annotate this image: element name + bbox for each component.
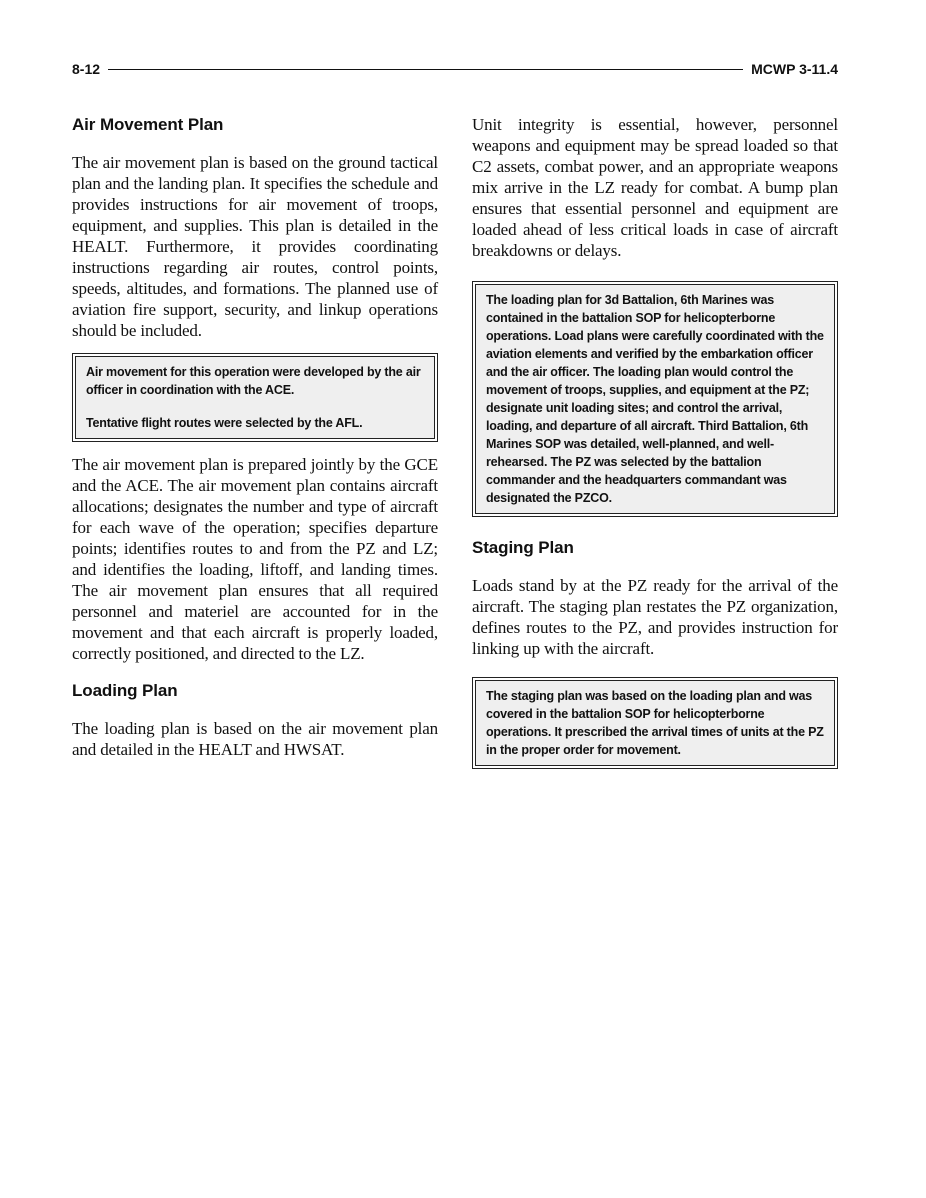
loading-plan-callout-text: The loading plan for 3d Battalion, 6th Marines was contained in the battalion SOP for helicopterborne operations. Load plans were carefully coordinated with the aviation elements and verified by the embarkation officer and the air officer. The loading plan would control the movement of troops, supplies, and equipment at the PZ; designate unit loading sites; and control the arrival, loading, and departure of all aircraft. Third Battalion, 6th Marines SOP was detailed, well-planned, and well-rehearsed. The PZ was selected by the battalion commander and the headquarters commandant was designated the PZCO. xyxy=(486,293,824,505)
right-column xyxy=(472,112,838,769)
left-column xyxy=(72,112,438,760)
air-movement-callout-text-2: Tentative flight routes were selected by the AFL. xyxy=(86,416,363,430)
loading-plan-paragraph-1: The loading plan is based on the air movement plan and detailed in the HEALT and HWSAT. xyxy=(72,719,438,759)
publication-id: MCWP 3-11.4 xyxy=(751,61,838,77)
loading-plan-callout-content xyxy=(475,284,835,514)
page-header xyxy=(72,58,838,80)
air-movement-paragraph-1: The air movement plan is based on the ground tactical plan and the landing plan. It specifies the schedule and provides instructions for air movement of troops, equipment, and supplies. This plan is detailed in the HEALT. Furthermore, it provides coordinating instructions regarding air routes, control points, speeds, altitudes, and formations. The planned use of aviation fire support, security, and linkup operations should be included. xyxy=(72,153,438,340)
page-number: 8-12 xyxy=(72,61,101,77)
air-movement-heading: Air Movement Plan xyxy=(72,115,224,134)
air-movement-callout-box xyxy=(72,353,438,442)
loading-plan-heading: Loading Plan xyxy=(72,681,178,700)
staging-plan-paragraph-1: Loads stand by at the PZ ready for the arrival of the aircraft. The staging plan restates the PZ organization, defines routes to the PZ, and provides instruction for linking up with the aircraft. xyxy=(472,576,838,658)
header-rule xyxy=(108,69,743,70)
loading-plan-paragraph-2: Unit integrity is essential, however, personnel weapons and equipment may be spread loaded so that C2 assets, combat power, and an appropriate weapons mix arrive in the LZ ready for combat. A bump plan ensures that essential personnel and equipment are loaded ahead of less critical loads in case of aircraft breakdowns or delays. xyxy=(472,115,838,260)
staging-plan-callout-box xyxy=(472,677,838,769)
staging-plan-callout-text: The staging plan was based on the loading plan and was covered in the battalion SOP for helicopterborne operations. It prescribed the arrival times of units at the PZ in the proper order for movement. xyxy=(486,689,824,757)
air-movement-paragraph-2: The air movement plan is prepared jointly by the GCE and the ACE. The air movement plan contains aircraft allocations; designates the number and type of aircraft for each wave of the operation; specifies departure points; identifies routes to and from the PZ and LZ; and identifies the loading, liftoff, and landing times. The air movement plan ensures that all required personnel and materiel are accounted for in the movement and that each aircraft is properly loaded, correctly positioned, and directed to the LZ. xyxy=(72,455,438,663)
air-movement-callout-text-1: Air movement for this operation were developed by the air officer in coordination with the ACE. xyxy=(86,365,421,397)
loading-plan-callout-box xyxy=(472,281,838,517)
air-movement-callout-content xyxy=(75,356,435,439)
staging-plan-callout-content xyxy=(475,680,835,766)
staging-plan-heading: Staging Plan xyxy=(472,538,574,557)
